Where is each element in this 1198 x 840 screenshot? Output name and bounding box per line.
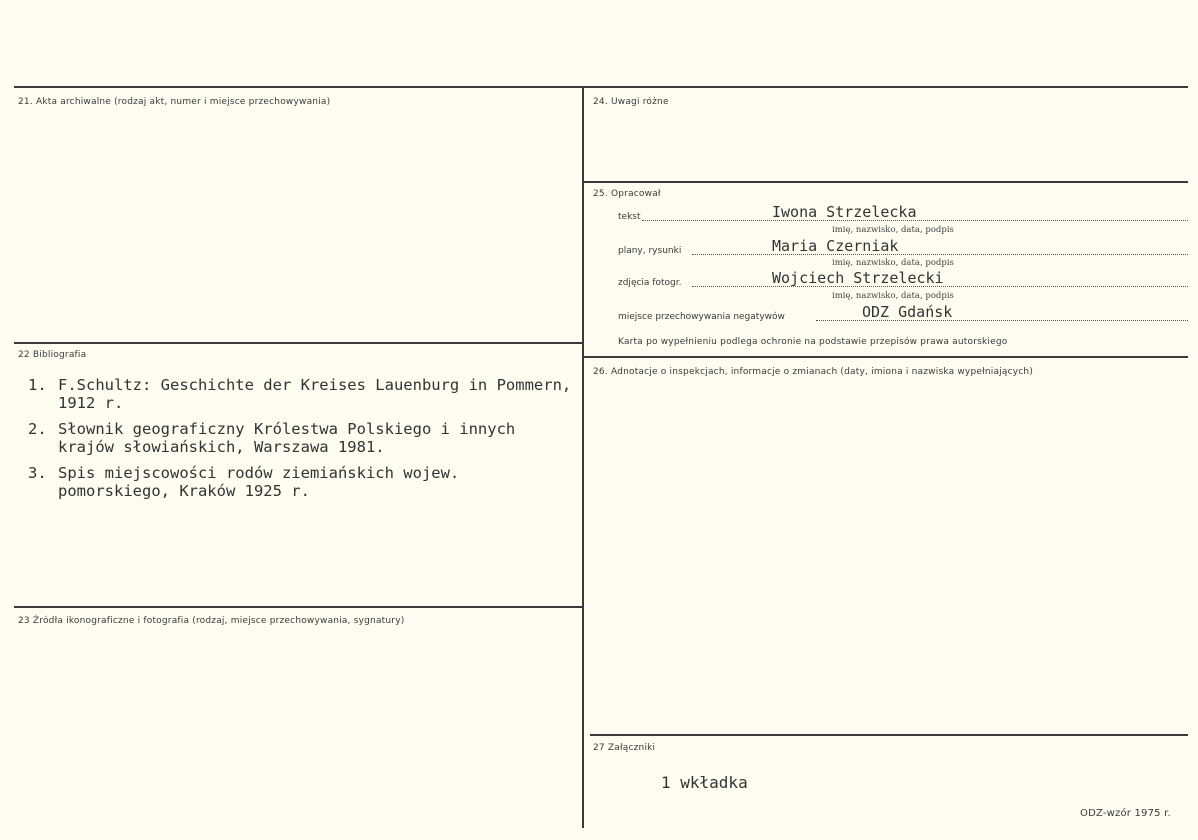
bibliography-item-text: Słownik geograficzny Królestwa Polskiego i innych krajów słowiańskich, Warszawa 1981.: [58, 420, 516, 456]
field-negatives-location: [618, 302, 1188, 324]
bibliography-list: [28, 376, 573, 508]
field-photos-author: [618, 268, 1188, 290]
field-label: zdjęcia fotogr.: [618, 278, 682, 288]
field-sublabel: imię, nazwisko, data, podpis: [832, 258, 954, 268]
bibliography-item-number: 2.: [28, 420, 47, 438]
field-sublabel: imię, nazwisko, data, podpis: [832, 291, 954, 301]
top-rule: [14, 86, 1188, 88]
field-label: miejsce przechowywania negatywów: [618, 312, 785, 322]
field-label: tekst: [618, 212, 641, 222]
rule-after-25: [584, 356, 1188, 358]
section-25-label: 25. Opracował: [593, 189, 661, 199]
bibliography-item: [28, 376, 573, 412]
field-drawings-author: [618, 236, 1188, 258]
rule-after-21: [14, 342, 582, 344]
rule-after-24: [584, 181, 1188, 183]
field-text-author: [618, 202, 1188, 224]
field-value: Maria Czerniak: [772, 237, 899, 255]
field-label: plany, rysunki: [618, 246, 682, 256]
attachments-value: 1 wkładka: [661, 773, 748, 792]
form-number: ODZ-wzór 1975 r.: [1080, 808, 1171, 819]
bibliography-item: [28, 464, 573, 500]
bibliography-item-text: Spis miejscowości rodów ziemiańskich wojew. pomorskiego, Kraków 1925 r.: [58, 464, 460, 500]
section-22-label: 22 Bibliografia: [18, 350, 87, 360]
copyright-note: Karta po wypełnieniu podlega ochronie na podstawie przepisów prawa autorskiego: [618, 337, 1008, 347]
section-26-label: 26. Adnotacje o inspekcjach, informacje o zmianach (daty, imiona i nazwiska wypełniających): [593, 367, 1034, 377]
section-23-label: 23 Źródła ikonograficzne i fotografia (rodzaj, miejsce przechowywania, sygnatury): [18, 616, 405, 626]
bibliography-item-text: F.Schultz: Geschichte der Kreises Lauenburg in Pommern, 1912 r.: [58, 376, 572, 412]
rule-after-26: [590, 734, 1188, 736]
center-divider: [582, 88, 584, 828]
bibliography-item-number: 1.: [28, 376, 47, 394]
field-sublabel: imię, nazwisko, data, podpis: [832, 225, 954, 235]
rule-after-22: [14, 606, 582, 608]
section-21-label: 21. Akta archiwalne (rodzaj akt, numer i miejsce przechowywania): [18, 97, 331, 107]
field-value: ODZ Gdańsk: [862, 303, 953, 321]
dotted-line: [692, 254, 1188, 255]
section-24-label: 24. Uwagi różne: [593, 97, 669, 107]
field-value: Iwona Strzelecka: [772, 203, 917, 221]
section-27-label: 27 Załączniki: [593, 743, 656, 753]
bibliography-item-number: 3.: [28, 464, 47, 482]
field-value: Wojciech Strzelecki: [772, 269, 944, 287]
bibliography-item: [28, 420, 573, 456]
